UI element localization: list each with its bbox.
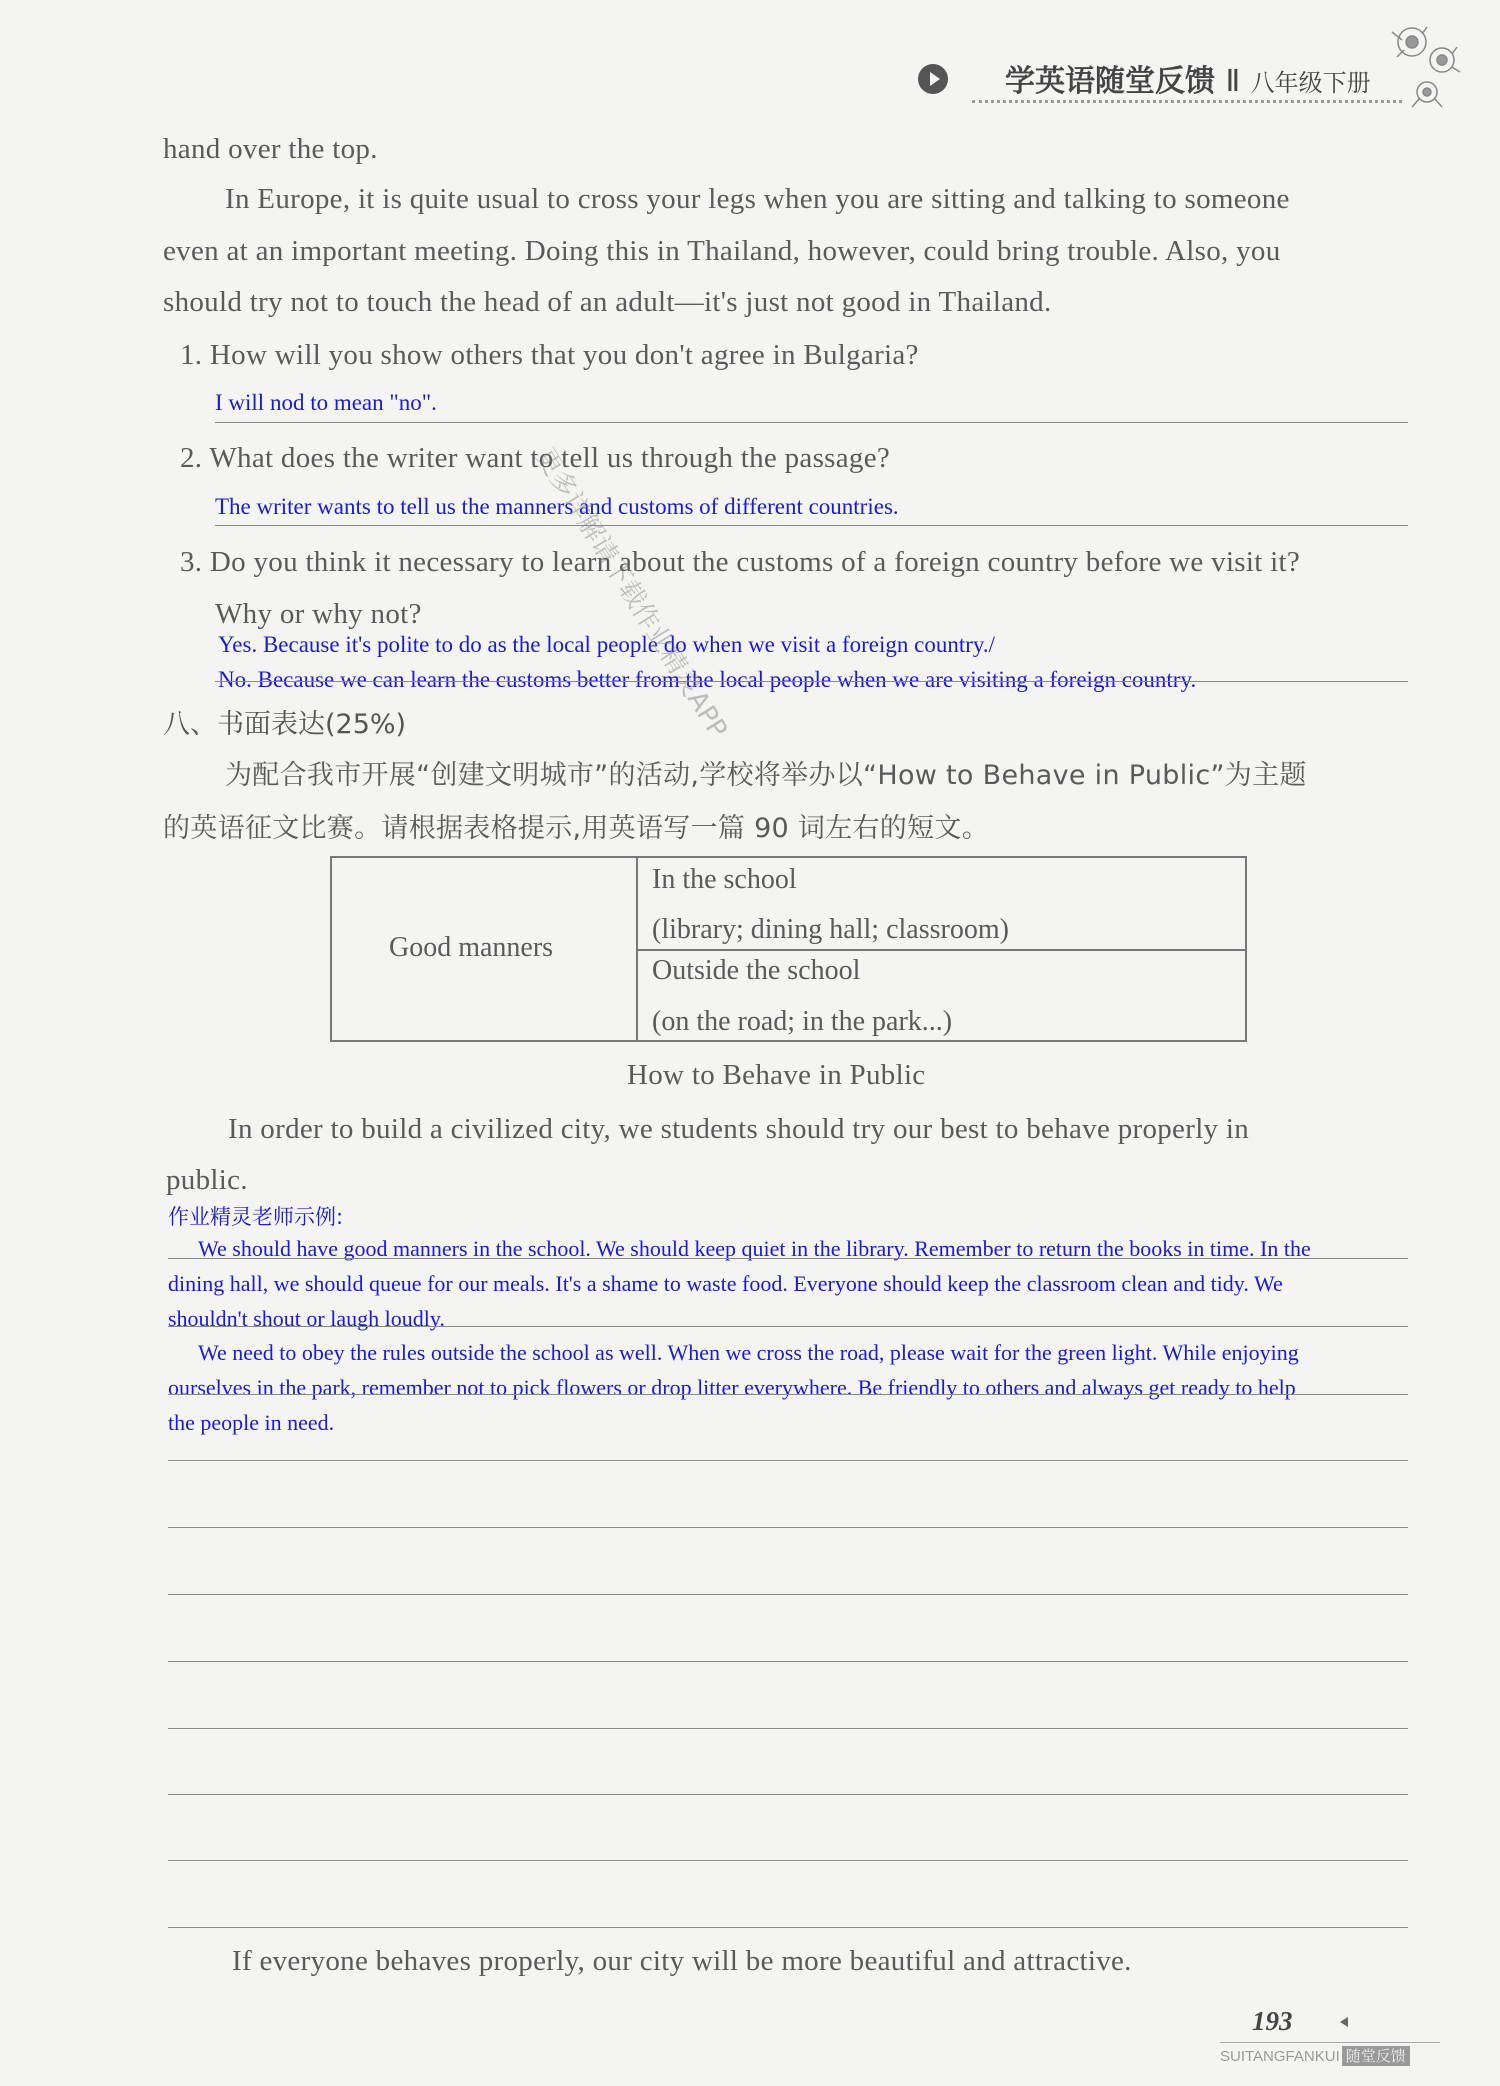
question-2: 2. What does the writer want to tell us through the passage? (180, 442, 891, 474)
essay-title: How to Behave in Public (627, 1059, 926, 1091)
header-title: 学英语随堂反馈 Ⅱ 八年级下册 (1005, 64, 1371, 99)
header-dotted-rule (972, 100, 1402, 103)
footer-rule (1220, 2042, 1440, 2043)
passage-line: hand over the top. (163, 133, 378, 165)
writing-line (168, 1927, 1408, 1928)
table-cell: Outside the school (652, 955, 861, 986)
table-cell: In the school (652, 864, 797, 895)
instruction-line: 的英语征文比赛。请根据表格提示,用英语写一篇 90 词左右的短文。 (163, 813, 990, 844)
sample-essay-line: the people in need. (168, 1410, 335, 1435)
answer-line (215, 525, 1408, 526)
sample-essay-line: We should have good manners in the school. We should keep quiet in the library. Remember to return the books in time. In the (198, 1236, 1311, 1261)
answer-line (215, 422, 1408, 423)
table-cell-left: Good manners (389, 932, 554, 963)
answer-2: The writer wants to tell us the manners and customs of different countries. (215, 494, 899, 519)
instruction-line: 为配合我市开展“创建文明城市”的活动,学校将举办以“How to Behave in Public”为主题 (225, 760, 1307, 791)
table-cell: (on the road; in the park...) (652, 1006, 953, 1037)
essay-closing: If everyone behaves properly, our city will be more beautiful and attractive. (232, 1945, 1132, 1977)
sample-essay-line: ourselves in the park, remember not to pick flowers or drop litter everywhere. Be friendly to others and always get ready to help (168, 1375, 1296, 1400)
hints-table (330, 856, 1247, 1042)
watermark: 更多详解请下载作业精灵APP (529, 443, 733, 744)
table-cell: (library; dining hall; classroom) (652, 914, 1009, 945)
writing-line (168, 1794, 1408, 1795)
answer-1: I will nod to mean "no". (215, 390, 437, 415)
answer-3-line2: No. Because we can learn the customs better from the local people when we are visiting a foreign country. (218, 667, 1197, 692)
passage-line: even at an important meeting. Doing this in Thailand, however, could bring trouble. Also, you (163, 235, 1281, 267)
sample-essay-line: We need to obey the rules outside the school as well. When we cross the road, please wait for the green light. While enjoying (198, 1340, 1299, 1365)
question-3-cont: Why or why not? (215, 598, 422, 630)
page-arrow-icon (1336, 2014, 1352, 2035)
header-separator: Ⅱ (1225, 64, 1241, 99)
answer-3-line1: Yes. Because it's polite to do as the local people do when we visit a foreign country./ (218, 632, 996, 657)
writing-line (168, 1460, 1408, 1461)
writing-line (168, 1258, 1408, 1259)
writing-line (168, 1728, 1408, 1729)
answer-line (215, 681, 1408, 682)
passage-line: In Europe, it is quite usual to cross your legs when you are sitting and talking to someone (225, 183, 1290, 215)
sample-essay-line: shouldn't shout or laugh loudly. (168, 1306, 445, 1331)
writing-line (168, 1326, 1408, 1327)
writing-line (168, 1527, 1408, 1528)
passage-line: should try not to touch the head of an adult—it's just not good in Thailand. (163, 286, 1052, 318)
essay-opening: In order to build a civilized city, we students should try our best to behave properly in (228, 1113, 1250, 1145)
table-divider-horizontal (636, 949, 1245, 951)
page-number: 193 (1252, 2006, 1293, 2036)
teacher-label: 作业精灵老师示例: (168, 1205, 344, 1229)
sample-essay-line: dining hall, we should queue for our meals. It's a shame to waste food. Everyone should keep the classroom clean and tidy. We (168, 1271, 1283, 1296)
footer-brand: SUITANGFANKUI 随堂反馈 (1220, 2045, 1410, 2066)
essay-opening: public. (166, 1164, 248, 1196)
writing-line (168, 1394, 1408, 1395)
flower-decoration-icon (1372, 12, 1472, 122)
question-3: 3. Do you think it necessary to learn about the customs of a foreign country before we visit it? (180, 546, 1301, 578)
header-subtitle: 八年级下册 (1250, 69, 1371, 97)
section-heading: 八、书面表达(25%) (163, 709, 407, 740)
writing-line (168, 1594, 1408, 1595)
header-play-icon (918, 64, 948, 94)
writing-line (168, 1860, 1408, 1861)
writing-line (168, 1661, 1408, 1662)
question-1: 1. How will you show others that you don't agree in Bulgaria? (180, 339, 919, 371)
